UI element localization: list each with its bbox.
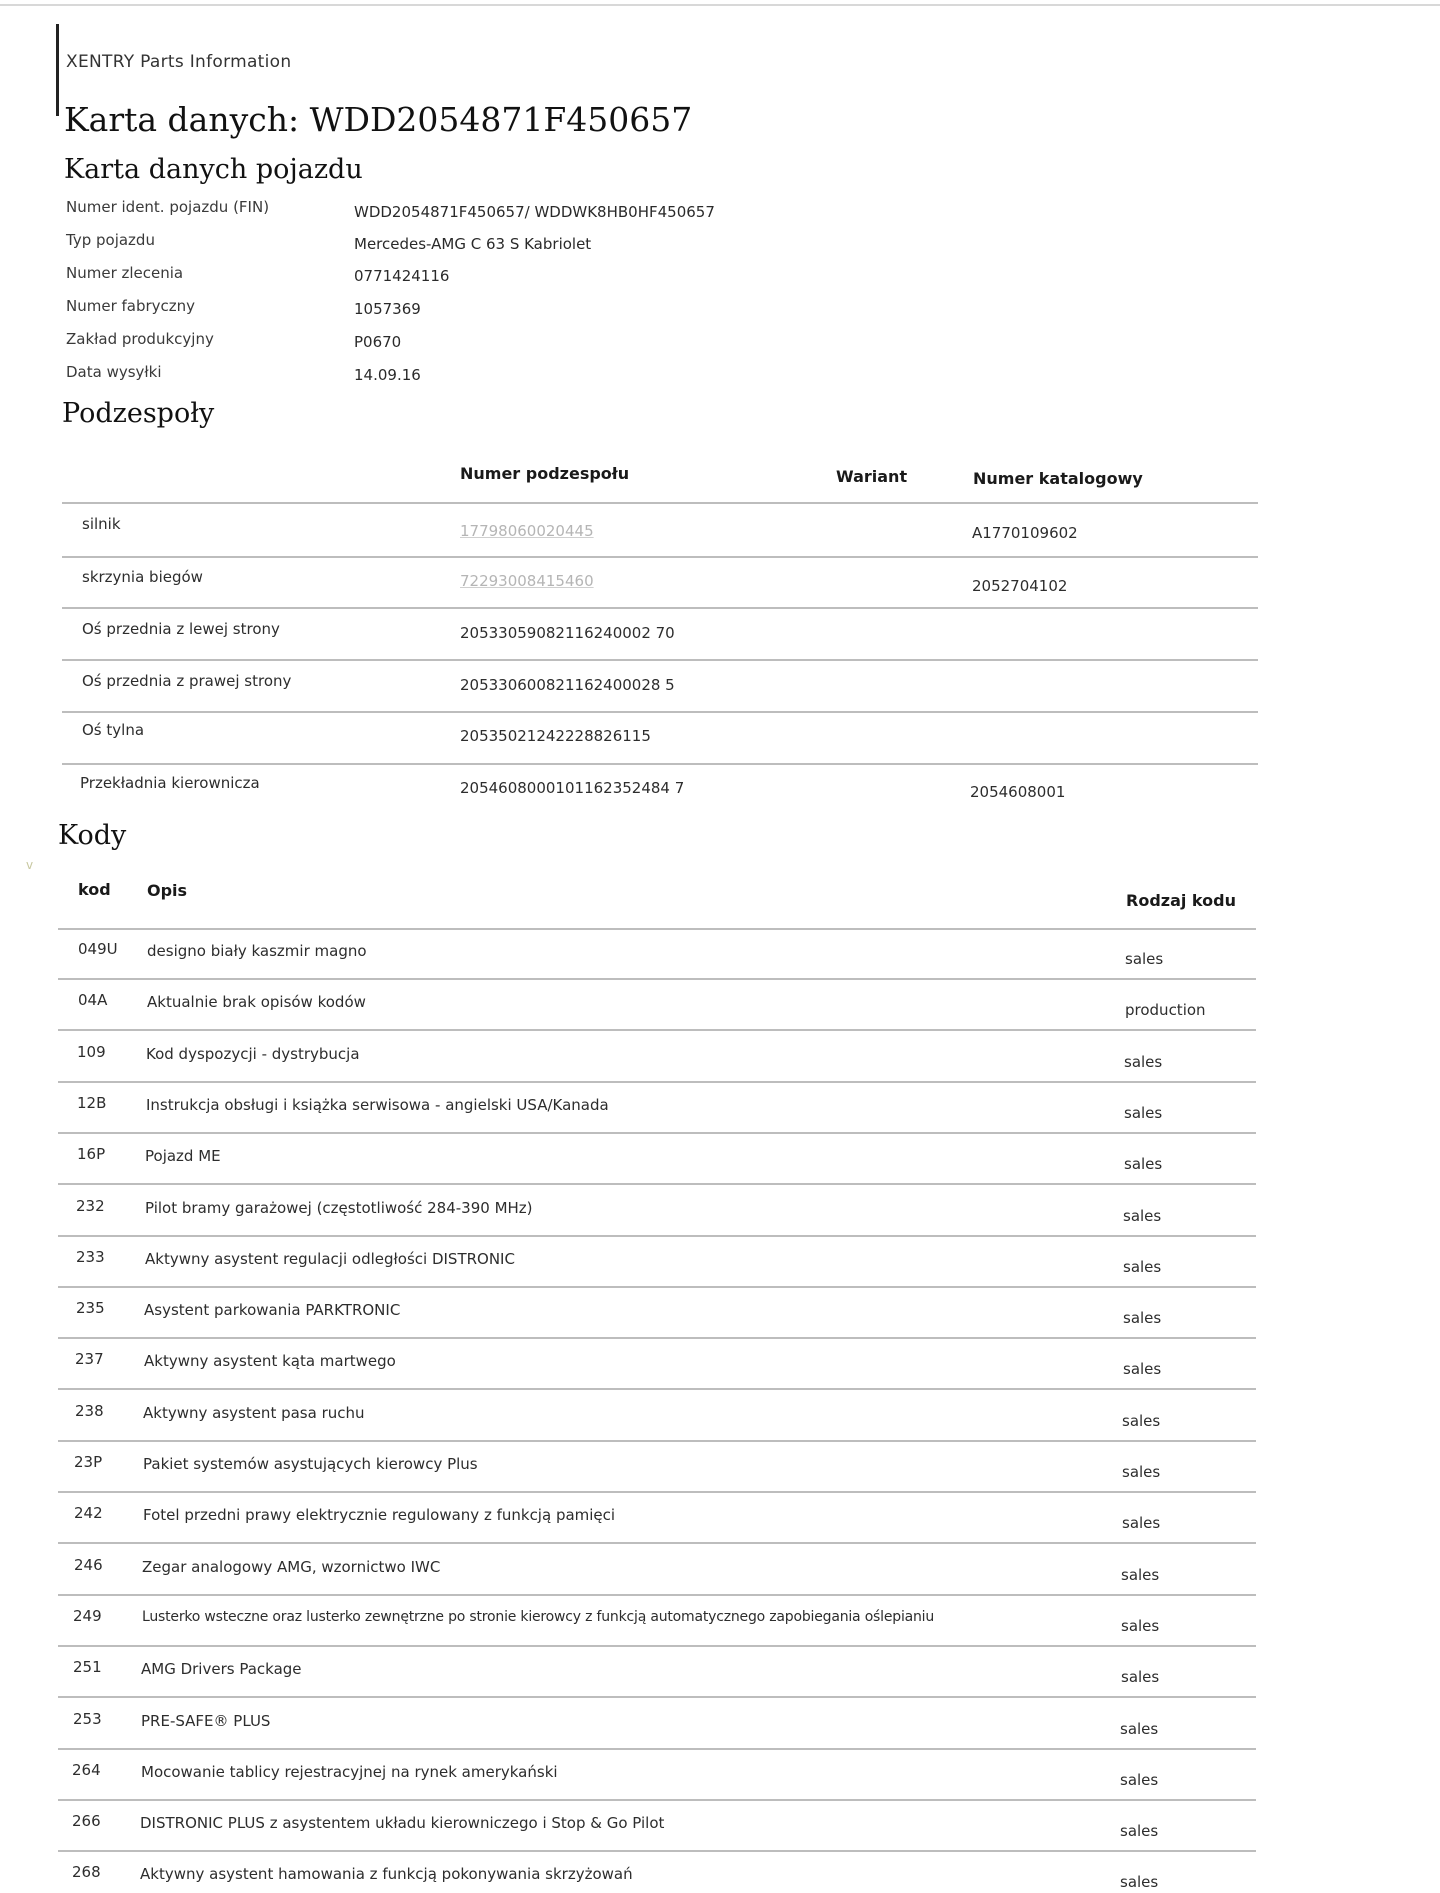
code-cell: 251 — [73, 1658, 102, 1676]
code-type-cell: production — [1125, 1001, 1206, 1019]
component-name: Oś przednia z prawej strony — [82, 672, 292, 690]
code-cell: 109 — [77, 1043, 106, 1061]
component-part-number: 20535021242228826115 — [460, 727, 651, 745]
code-type-cell: sales — [1124, 1053, 1163, 1071]
code-cell: 268 — [72, 1863, 101, 1881]
code-type-cell: sales — [1123, 1360, 1162, 1378]
row-divider — [58, 1183, 1256, 1185]
variant-column-header: Wariant — [836, 467, 908, 486]
code-cell: 253 — [73, 1710, 102, 1728]
code-cell: 249 — [73, 1607, 102, 1625]
ship-date-label: Data wysyłki — [66, 363, 162, 381]
code-type-cell: sales — [1120, 1720, 1159, 1738]
fin-label: Numer ident. pojazdu (FIN) — [66, 198, 270, 216]
document-title: Karta danych: WDD2054871F450657 — [64, 100, 693, 139]
row-divider — [58, 1594, 1256, 1596]
row-divider — [58, 1645, 1256, 1647]
components-heading: Podzespoły — [62, 398, 215, 429]
code-type-cell: sales — [1121, 1566, 1160, 1584]
code-description-cell: Aktywny asystent pasa ruchu — [143, 1404, 365, 1422]
component-name: silnik — [82, 515, 121, 533]
code-type-cell: sales — [1120, 1873, 1159, 1891]
vehicle-type-label: Typ pojazdu — [66, 231, 155, 249]
row-divider — [58, 978, 1256, 980]
component-name: Oś tylna — [82, 721, 145, 739]
code-description-cell: Fotel przedni prawy elektrycznie regulowany z funkcją pamięci — [143, 1506, 616, 1524]
code-description-cell: PRE-SAFE® PLUS — [141, 1712, 271, 1730]
row-divider — [58, 1850, 1256, 1852]
plant-label: Zakład produkcyjny — [66, 330, 214, 348]
ship-date-value: 14.09.16 — [354, 366, 421, 384]
code-type-cell: sales — [1121, 1617, 1160, 1635]
code-description-cell: Aktywny asystent hamowania z funkcją pokonywania skrzyżowań — [140, 1865, 633, 1883]
code-type-cell: sales — [1120, 1771, 1159, 1789]
code-cell: 049U — [78, 940, 118, 958]
code-description-cell: Aktywny asystent kąta martwego — [144, 1352, 396, 1370]
component-part-number: 20533059082116240002 70 — [460, 624, 675, 642]
code-type-cell: sales — [1123, 1207, 1162, 1225]
row-divider — [58, 1235, 1256, 1237]
row-divider — [58, 1286, 1256, 1288]
code-type-cell: sales — [1124, 1155, 1163, 1173]
vehicle-type-value: Mercedes-AMG C 63 S Kabriolet — [354, 235, 592, 253]
code-cell: 232 — [76, 1197, 105, 1215]
code-cell: 233 — [76, 1248, 105, 1266]
part-number-column-header: Numer podzespołu — [460, 464, 630, 483]
code-description-cell: Zegar analogowy AMG, wzornictwo IWC — [142, 1558, 441, 1576]
code-cell: 04A — [78, 991, 108, 1009]
code-type-cell: sales — [1123, 1258, 1162, 1276]
code-type-cell: sales — [1122, 1514, 1161, 1532]
code-type-cell: sales — [1122, 1463, 1161, 1481]
code-description-cell: Pojazd ME — [145, 1147, 221, 1165]
code-type-cell: sales — [1125, 950, 1164, 968]
row-divider — [62, 763, 1258, 765]
code-cell: 12B — [77, 1094, 107, 1112]
row-divider — [62, 556, 1258, 558]
row-divider — [58, 1337, 1256, 1339]
row-divider — [58, 1081, 1256, 1083]
component-part-number: 17798060020445 — [460, 522, 594, 540]
scan-top-edge — [0, 4, 1440, 6]
plant-value: P0670 — [354, 333, 402, 351]
code-type-cell: sales — [1120, 1822, 1159, 1840]
code-description-cell: designo biały kaszmir magno — [147, 942, 367, 960]
code-cell: 264 — [72, 1761, 101, 1779]
row-divider — [58, 1440, 1256, 1442]
row-divider — [58, 1542, 1256, 1544]
code-description-cell: Pilot bramy garażowej (częstotliwość 284-390 MHz) — [145, 1199, 533, 1217]
component-catalog-number: 2054608001 — [970, 783, 1066, 801]
code-description-cell: Lusterko wsteczne oraz lusterko zewnętrzne po stronie kierowcy z funkcją automatycznego zapobiegania oślepianiu — [142, 1609, 935, 1625]
component-catalog-number: 2052704102 — [972, 577, 1068, 595]
code-column-header: kod — [78, 880, 111, 899]
description-column-header: Opis — [147, 881, 188, 900]
codes-heading: Kody — [58, 820, 127, 851]
code-description-cell: Pakiet systemów asystujących kierowcy Plus — [143, 1455, 478, 1473]
code-cell: 242 — [74, 1504, 103, 1522]
code-cell: 266 — [72, 1812, 101, 1830]
margin-mark: v — [26, 858, 34, 872]
row-divider — [58, 1748, 1256, 1750]
code-type-cell: sales — [1124, 1104, 1163, 1122]
order-number-value: 0771424116 — [354, 267, 450, 285]
component-name: skrzynia biegów — [82, 568, 203, 586]
row-divider — [58, 1388, 1256, 1390]
code-cell: 237 — [75, 1350, 104, 1368]
type-column-header: Rodzaj kodu — [1126, 891, 1236, 910]
component-name: Oś przednia z lewej strony — [82, 620, 280, 638]
header-accent-bar — [56, 24, 59, 116]
codes-header-divider — [58, 928, 1256, 930]
order-number-label: Numer zlecenia — [66, 264, 184, 282]
code-type-cell: sales — [1122, 1412, 1161, 1430]
row-divider — [58, 1696, 1256, 1698]
code-description-cell: Aktualnie brak opisów kodów — [147, 993, 366, 1011]
code-cell: 235 — [76, 1299, 105, 1317]
factory-number-value: 1057369 — [354, 300, 421, 318]
row-divider — [62, 659, 1258, 661]
code-description-cell: Aktywny asystent regulacji odległości DISTRONIC — [145, 1250, 515, 1268]
code-description-cell: AMG Drivers Package — [141, 1660, 302, 1678]
code-description-cell: DISTRONIC PLUS z asystentem układu kierowniczego i Stop & Go Pilot — [140, 1814, 665, 1832]
code-description-cell: Asystent parkowania PARKTRONIC — [144, 1301, 401, 1319]
row-divider — [62, 711, 1258, 713]
code-cell: 16P — [77, 1145, 106, 1163]
component-part-number: 72293008415460 — [460, 572, 594, 590]
row-divider — [58, 1029, 1256, 1031]
factory-number-label: Numer fabryczny — [66, 297, 196, 315]
component-catalog-number: A1770109602 — [972, 524, 1078, 542]
row-divider — [62, 607, 1258, 609]
row-divider — [58, 1491, 1256, 1493]
components-header-divider — [62, 502, 1258, 504]
code-description-cell: Instrukcja obsługi i książka serwisowa - angielski USA/Kanada — [146, 1096, 609, 1114]
code-cell: 23P — [74, 1453, 103, 1471]
fin-value: WDD2054871F450657/ WDDWK8HB0HF450657 — [354, 203, 715, 221]
component-part-number: 2054608000101162352484 7 — [460, 779, 685, 797]
row-divider — [58, 1132, 1256, 1134]
app-title: XENTRY Parts Information — [66, 52, 292, 72]
vehicle-heading: Karta danych pojazdu — [64, 154, 363, 185]
code-cell: 246 — [74, 1556, 103, 1574]
catalog-number-column-header: Numer katalogowy — [973, 469, 1143, 488]
row-divider — [58, 1799, 1256, 1801]
code-cell: 238 — [75, 1402, 104, 1420]
code-type-cell: sales — [1123, 1309, 1162, 1327]
component-part-number: 205330600821162400028 5 — [460, 676, 675, 694]
component-name: Przekładnia kierownicza — [80, 774, 260, 792]
code-type-cell: sales — [1121, 1668, 1160, 1686]
code-description-cell: Mocowanie tablicy rejestracyjnej na rynek amerykański — [141, 1763, 558, 1781]
code-description-cell: Kod dyspozycji - dystrybucja — [146, 1045, 360, 1063]
